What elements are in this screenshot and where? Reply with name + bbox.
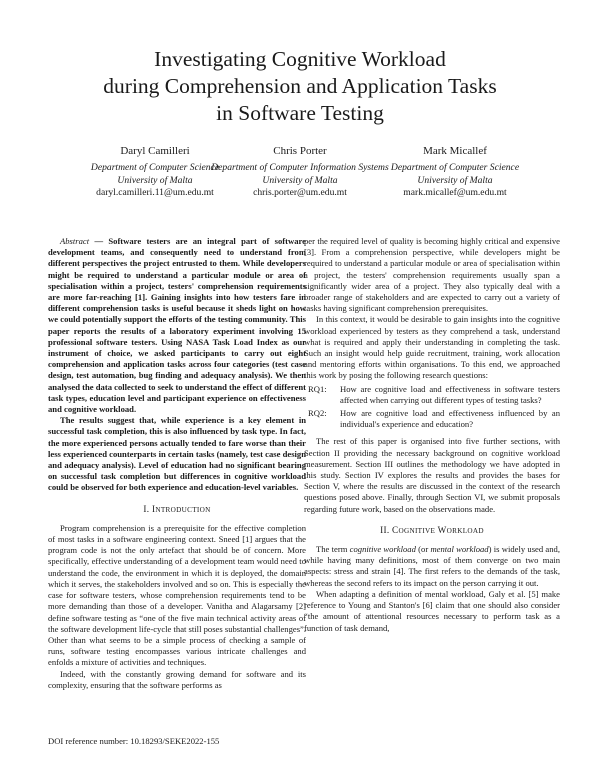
- section-heading-introduction: [48, 504, 306, 516]
- emphasis-term: mental workload: [430, 544, 489, 555]
- body-paragraph: [304, 544, 560, 589]
- author-dept: Department of Computer Science: [390, 162, 520, 173]
- section-title-rest: NTRODUCTION: [155, 505, 211, 514]
- rq-label: RQ2:: [308, 408, 327, 419]
- title-line-2: during Comprehension and Application Tasks: [103, 74, 497, 98]
- body-paragraph: In this context, it would be desirable to gain insights into the cognitive workload experienced by testers as they comprehend a task, understand what is required and apply their understanding in completing the task. Such an insight would help guide recruitment, training, work allocation and mentoring efforts within organisations. To this end, we approached this work by posing the following research questions:: [304, 314, 560, 381]
- text-run: (or: [415, 544, 431, 555]
- author-dept: Department of Computer Science: [90, 162, 220, 173]
- rq-text: How are cognitive load and effectiveness influenced by an individual's experience and education?: [340, 408, 560, 430]
- doi-footer: DOI reference number: 10.18293/SEKE2022-155: [48, 736, 220, 746]
- author-email: daryl.camilleri.11@um.edu.mt: [96, 187, 214, 199]
- body-paragraph: The rest of this paper is organised into five further sections, with Section II providing the necessary background on cognitive workload measurement. Section III outlines the methodology we have adopted in this study. Section IV explores the results and provides the bases for Section V, where the results are discussed in the context of the research questions posed above. Finally, through Section VI, we submit proposals regarding future work, based on the observations made.: [304, 436, 560, 514]
- rq-text: How are cognitive load and effectiveness in software testers affected when carrying out different types of testing tasks?: [340, 383, 560, 405]
- research-question-1: [304, 384, 560, 406]
- abstract-text: — Software testers are an integral part of software development teams, and consequently need to understand from different perspectives the project entrusted to them. While developers might be required to understand a particular module or area of specialisation within a project, testers' comprehension requirements are more far-reaching [1]. Gaining insights into how testers fare in different comprehension tasks is useful because it sheds light on how we could potentially support the efforts of the testing community. This paper reports the results of a laboratory experiment involving 15 professional software testers. Using NASA Task Load Index as our instrument of choice, we asked participants to carry out eight comprehension and application tasks across four categories (test case design, test automation, bug finding and adequacy analysis). We then analysed the data collected to seek to understand the effect of different task types, education level and participant experience on effectiveness and cognitive workload.: [48, 236, 306, 415]
- author-uni: University of Malta: [417, 174, 493, 186]
- section-title-initial: I: [151, 503, 156, 514]
- abstract-paragraph: [48, 236, 306, 415]
- text-run: The term: [316, 544, 350, 555]
- title-line-3: in Software Testing: [216, 101, 384, 125]
- author-name: Daryl Camilleri: [120, 145, 190, 157]
- body-paragraph: Indeed, with the constantly growing demand for software and its complexity, ensuring that the software performs as: [48, 668, 306, 690]
- right-column: [304, 236, 560, 634]
- text-run: ) is widely used and, while having many definitions, most of them converge on two main aspects: stress and strain [4]. The first refers to the demands of the task, whereas the second refers to its impact on the person carrying it out.: [304, 544, 560, 588]
- body-paragraph: per the required level of quality is becoming highly critical and expensive [3]. From a comprehension perspective, while developers might be required to understand a particular module or area of specialisation within a project, the testers' comprehension requirements usually span a significantly wider area of a project. They also typically deal with a broader range of stakeholders and are expected to carry out a variety of tasks having significant comprehension prerequisites.: [304, 236, 560, 314]
- author-name: Mark Micallef: [423, 145, 487, 157]
- author-uni: University of Malta: [262, 174, 338, 186]
- paper-title: [0, 46, 600, 127]
- section-title-rest: OGNITIVE: [398, 526, 436, 535]
- abstract-keyword: Abstract: [60, 236, 90, 246]
- body-paragraph: Program comprehension is a prerequisite for the effective completion of most tasks in a software engineering context. Sneed [1] argues that the program code is not the only artefact that should be of concern. More specifically, effective understanding of a development team would need to understand the code, the environment in which it is deployed, the domain which it serves, the stakeholders involved and so on. This is especially the case for software testers, whose comprehension requirements tend to be more demanding than those of a developer. Vanitha and Alagarsamy [2] define software testing as “one of the five main technical activity areas of the software development life-cycle that still poses substantial challenges”. Other than what seems to be a simple process of checking a sample of runs, software testing encompasses various intricate challenges and enfolds a mixture of activities and techniques.: [48, 522, 306, 668]
- section-title-initial: C: [392, 524, 399, 535]
- author-name: Chris Porter: [273, 145, 327, 157]
- title-line-1: Investigating Cognitive Workload: [154, 47, 446, 71]
- research-question-2: [304, 408, 560, 430]
- author-email: mark.micallef@um.edu.mt: [403, 187, 507, 199]
- section-number: I.: [143, 503, 150, 514]
- section-title-initial: W: [437, 524, 447, 535]
- emphasis-term: cognitive workload: [349, 544, 416, 555]
- section-title-rest: ORKLOAD: [446, 526, 484, 535]
- author-3: [370, 145, 540, 200]
- section-heading-cognitive-workload: [304, 525, 560, 537]
- section-number: II.: [380, 524, 390, 535]
- author-email: chris.porter@um.edu.mt: [253, 187, 347, 199]
- abstract-paragraph-2: The results suggest that, while experience is a key element in successful task completion, this is also influenced by task type. In fact, the more experienced persons actually tended to fare worse than their less experienced counterparts in certain tasks (namely, test case design and adequacy analysis). Level of education had no significant bearing on successful task completion but differences in cognitive workload could be observed for both experience and education-level variables.: [48, 415, 306, 493]
- left-column: [48, 236, 306, 691]
- author-dept: Department of Computer Information Systems: [211, 162, 389, 173]
- body-paragraph: When adapting a definition of mental workload, Galy et al. [5] make reference to Young and Stanton's [6] claim that one should also consider “the amount of attentional resources necessary to perform task as a function of task demand,: [304, 588, 560, 633]
- rq-label: RQ1:: [308, 383, 327, 394]
- author-uni: University of Malta: [117, 174, 193, 186]
